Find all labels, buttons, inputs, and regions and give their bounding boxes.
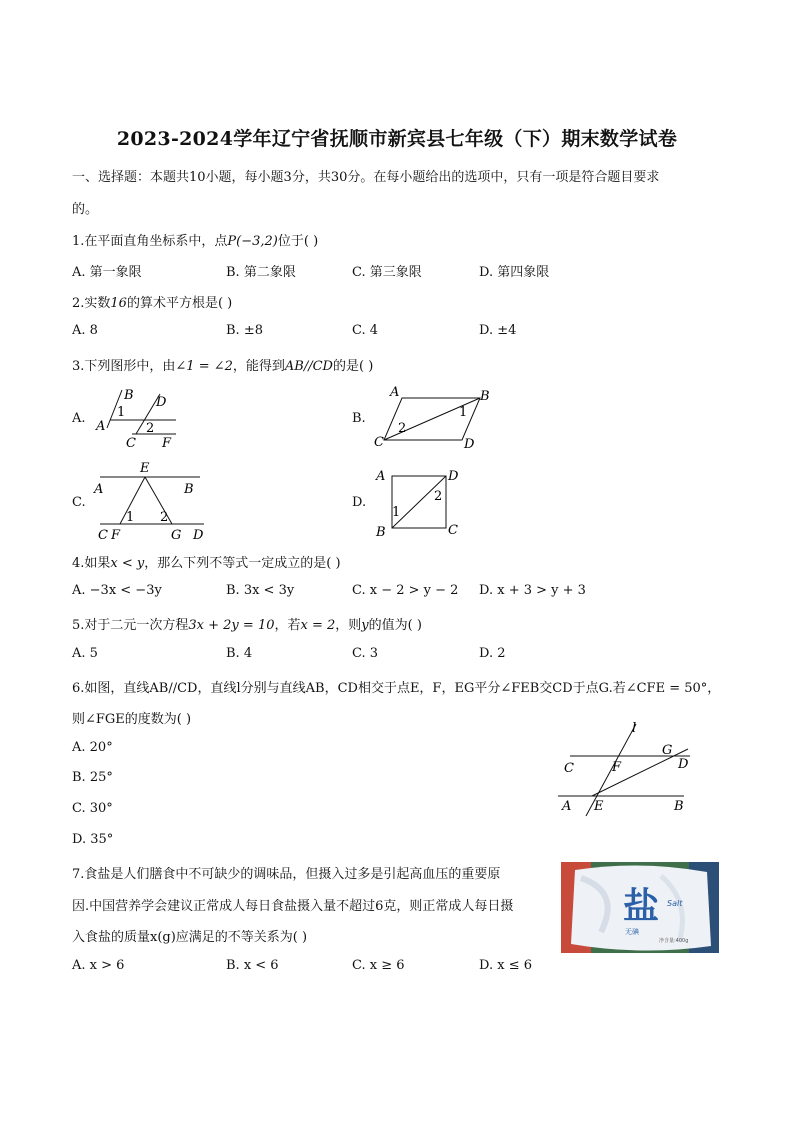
- question-6-stem-line2: 则∠FGE的度数为( ): [72, 712, 192, 727]
- q7-option-d[interactable]: D. x ≤ 6: [479, 958, 532, 973]
- q5-stem-mid: ，若: [274, 618, 301, 633]
- salt-sub: 无碘: [625, 928, 639, 936]
- page-title: 2023-2024学年辽宁省抚顺市新宾县七年级（下）期末数学试卷: [116, 128, 678, 150]
- fig-6-label-b: B: [674, 799, 684, 814]
- fig-a-label-b: B: [124, 388, 134, 403]
- q1-stem-prefix: 1.在平面直角坐标系中，点: [72, 234, 228, 249]
- question-4-stem: [72, 552, 341, 571]
- fig-c-label-a: A: [94, 482, 104, 497]
- fig-6-label-e: E: [594, 799, 604, 814]
- q3-option-a-label[interactable]: A.: [72, 411, 86, 426]
- question-2-stem: [72, 292, 232, 311]
- fig-a-label-c: C: [126, 436, 136, 451]
- fig-c-angle-2: 2: [160, 510, 169, 525]
- q3-stem-suffix: 的是( ): [332, 359, 374, 374]
- q5-stem-math3: y: [361, 618, 369, 633]
- q1-stem-suffix: 位于( ): [277, 234, 319, 249]
- fig-a-label-f: F: [162, 436, 172, 451]
- q6-figure: [552, 718, 697, 818]
- fig-c-label-f: F: [111, 528, 121, 543]
- fig-c-label-c: C: [98, 528, 108, 543]
- q4-option-a[interactable]: A. −3x < −3y: [72, 583, 162, 598]
- q2-stem-math: 16: [110, 296, 127, 311]
- q5-stem-math2: x = 2: [300, 618, 336, 633]
- question-5-stem: [72, 614, 422, 633]
- q7-option-a[interactable]: A. x > 6: [72, 958, 125, 973]
- fig-d-label-a: A: [376, 469, 386, 484]
- q1-option-a[interactable]: A. 第一象限: [72, 265, 142, 280]
- q2-stem-prefix: 2.实数: [72, 296, 111, 311]
- fig-c-label-d: D: [193, 528, 204, 543]
- q5-stem-math: 3x + 2y = 10: [188, 618, 275, 633]
- q4-stem-suffix: ，那么下列不等式一定成立的是( ): [144, 556, 341, 571]
- fig-a-angle-1: 1: [117, 405, 126, 420]
- q6-option-c[interactable]: C. 30°: [72, 801, 113, 816]
- q2-option-a[interactable]: A. 8: [72, 323, 98, 338]
- q3-stem-prefix: 3.下列图形中，由: [72, 359, 176, 374]
- fig-6-label-d: D: [678, 757, 689, 772]
- q1-option-d[interactable]: D. 第四象限: [479, 265, 550, 280]
- salt-net: 净含量:400g: [659, 938, 689, 944]
- q3-stem-math2: AB//CD: [284, 359, 333, 374]
- q7-option-c[interactable]: C. x ≥ 6: [352, 958, 405, 973]
- question-7-stem-line3: 入食盐的质量x(g)应满足的不等关系为( ): [72, 930, 308, 945]
- fig-6-label-f: F: [612, 760, 622, 775]
- q1-option-c[interactable]: C. 第三象限: [352, 265, 422, 280]
- q1-stem-math: P(−3,2): [227, 234, 278, 249]
- q4-option-c[interactable]: C. x − 2 > y − 2: [352, 583, 459, 598]
- q6-option-b[interactable]: B. 25°: [72, 770, 113, 785]
- q6-option-a[interactable]: A. 20°: [72, 740, 113, 755]
- fig-6-label-l: l: [632, 721, 637, 736]
- q1-option-b[interactable]: B. 第二象限: [226, 265, 296, 280]
- question-7-stem-line1: 7.食盐是人们膳食中不可缺少的调味品，但摄入过多是引起高血压的重要原: [72, 867, 501, 882]
- q3-figure-a: [90, 384, 190, 454]
- fig-d-angle-1: 1: [392, 505, 401, 520]
- section-header-line1: 一、选择题：本题共10小题，每小题3分，共30分。在每小题给出的选项中，只有一项是符合题目要求: [72, 170, 660, 185]
- q5-stem-prefix: 5.对于二元一次方程: [72, 618, 189, 633]
- fig-d-label-c: C: [448, 523, 458, 538]
- q3-figure-d: [370, 462, 470, 542]
- salt-bag-photo: [561, 862, 719, 953]
- section-header-line2: 的。: [72, 202, 99, 217]
- q2-option-b[interactable]: B. ±8: [226, 323, 263, 338]
- q3-figure-c: [90, 460, 215, 544]
- q4-stem-prefix: 4.如果: [72, 556, 111, 571]
- fig-b-label-d: D: [464, 437, 475, 452]
- question-6-stem-line1: 6.如图，直线AB//CD，直线l分别与直线AB，CD相交于点E，F，EG平分∠FEB交CD于点G.若∠CFE = 50°，: [72, 681, 721, 696]
- fig-d-angle-2: 2: [434, 489, 443, 504]
- q2-option-c[interactable]: C. 4: [352, 323, 379, 338]
- q5-option-c[interactable]: C. 3: [352, 646, 379, 661]
- q5-stem-mid2: ，则: [335, 618, 362, 633]
- fig-c-label-e: E: [140, 461, 150, 476]
- fig-6-label-a: A: [562, 799, 572, 814]
- fig-a-label-a: A: [96, 419, 106, 434]
- q3-stem-math: ∠1 = ∠2: [175, 359, 233, 374]
- salt-en: Salt: [667, 899, 683, 908]
- salt-char: 盐: [623, 886, 660, 927]
- question-3-stem: [72, 355, 373, 374]
- q5-stem-suffix: 的值为( ): [368, 618, 422, 633]
- q4-option-b[interactable]: B. 3x < 3y: [226, 583, 295, 598]
- fig-b-label-b: B: [480, 389, 490, 404]
- q3-option-d-label[interactable]: D.: [352, 495, 367, 510]
- fig-c-angle-1: 1: [126, 510, 135, 525]
- q5-option-b[interactable]: B. 4: [226, 646, 253, 661]
- fig-b-angle-2: 2: [398, 421, 407, 436]
- q4-stem-math: x < y: [110, 556, 145, 571]
- fig-b-label-c: C: [374, 435, 384, 450]
- q6-option-d[interactable]: D. 35°: [72, 832, 114, 847]
- fig-d-label-d: D: [448, 469, 459, 484]
- fig-c-label-b: B: [184, 482, 194, 497]
- q7-option-b[interactable]: B. x < 6: [226, 958, 279, 973]
- fig-b-label-a: A: [390, 385, 400, 400]
- q5-option-d[interactable]: D. 2: [479, 646, 506, 661]
- q2-option-d[interactable]: D. ±4: [479, 323, 517, 338]
- q3-option-b-label[interactable]: B.: [352, 411, 366, 426]
- q2-stem-suffix: 的算术平方根是( ): [126, 296, 233, 311]
- fig-d-label-b: B: [376, 525, 386, 540]
- fig-6-label-c: C: [564, 761, 574, 776]
- q3-option-c-label[interactable]: C.: [72, 495, 86, 510]
- fig-c-label-g: G: [171, 528, 182, 543]
- fig-6-label-g: G: [662, 743, 673, 758]
- q5-option-a[interactable]: A. 5: [72, 646, 98, 661]
- question-1-stem: [72, 230, 318, 249]
- q3-figure-b: [370, 384, 500, 454]
- q3-stem-mid: ，能得到: [232, 359, 285, 374]
- q4-option-d[interactable]: D. x + 3 > y + 3: [479, 583, 586, 598]
- question-7-stem-line2: 因.中国营养学会建议正常成人每日食盐摄入量不超过6克，则正常成人每日摄: [72, 899, 514, 914]
- fig-a-label-d: D: [156, 395, 167, 410]
- fig-b-angle-1: 1: [459, 405, 468, 420]
- fig-a-angle-2: 2: [146, 421, 155, 436]
